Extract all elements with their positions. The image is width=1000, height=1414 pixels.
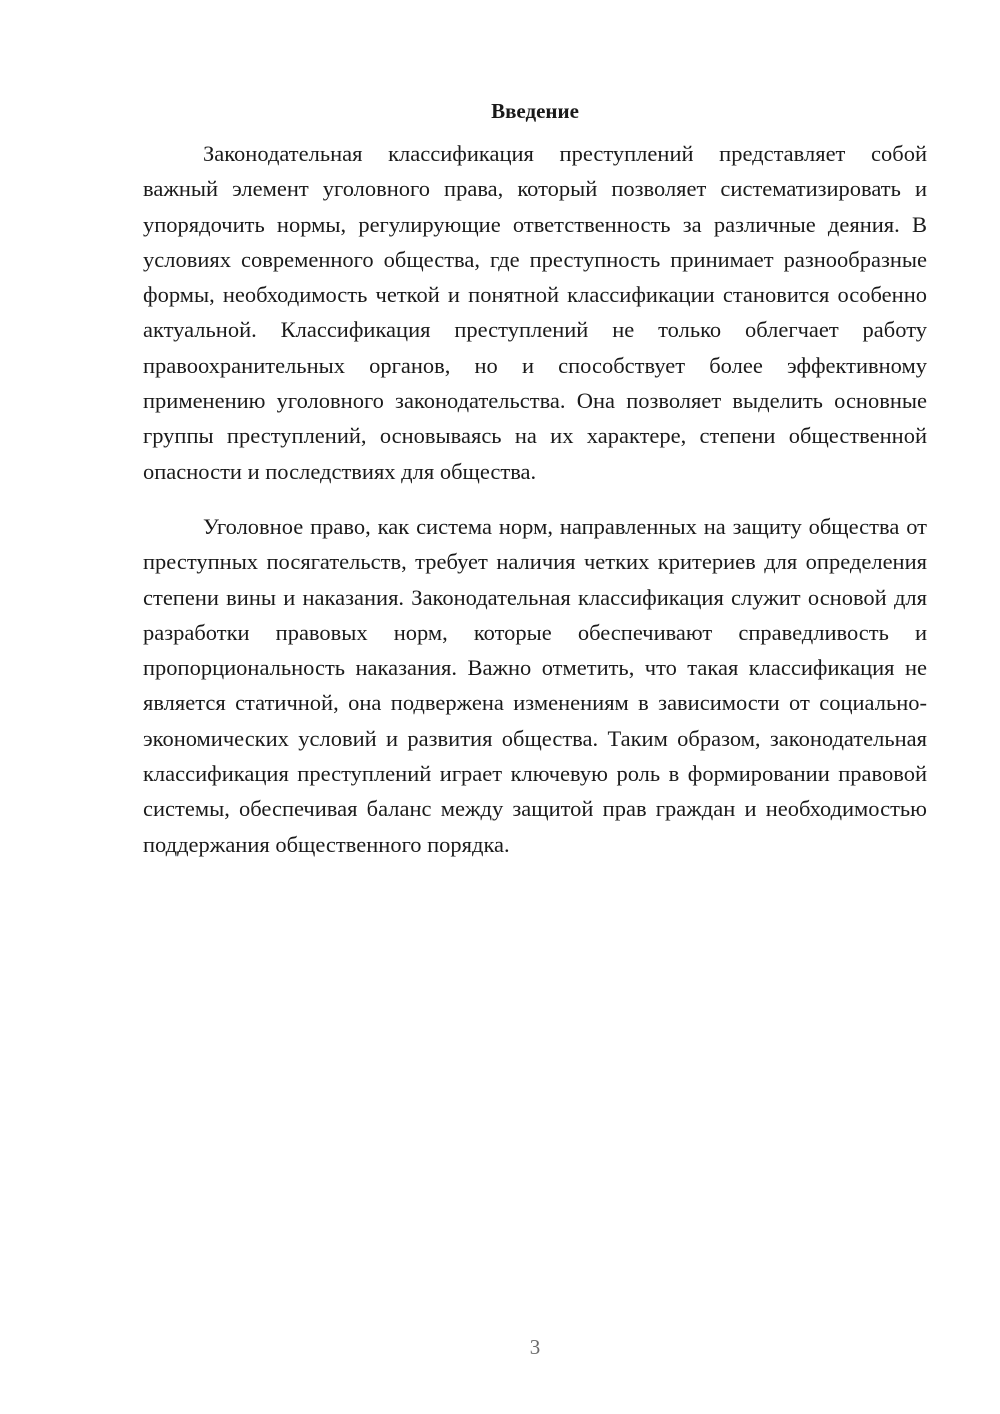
page-content [143,96,927,862]
page-number: 3 [529,1335,541,1359]
section-title: Введение [491,99,579,123]
paragraph-1: Законодательная классификация преступлений представляет собой важный элемент уголовного права, который позволяет систематизировать и упорядочить нормы, регулирующие ответственность за различные деяния. В условиях современного общества, где преступность принимает разнообразные формы, необходимость четкой и понятной классификации становится особенно актуальной. Классификация преступлений не только облегчает работу правоохранительных органов, но и способствует более эффективному применению уголовного законодательства. Она позволяет выделить основные группы преступлений, основываясь на их характере, степени общественной опасности и последствиях для общества. [143,141,927,484]
paragraph-2: Уголовное право, как система норм, направленных на защиту общества от преступных посягательств, требует наличия четких критериев для определения степени вины и наказания. Законодательная классификация служит основой для разработки правовых норм, которые обеспечивают справедливость и пропорциональность наказания. Важно отметить, что такая классификация не является статичной, она подвержена изменениям в зависимости от социально-экономических условий и развития общества. Таким образом, законодательная классификация преступлений играет ключевую роль в формировании правовой системы, обеспечивая баланс между защитой прав граждан и необходимостью поддержания общественного порядка. [143,513,927,857]
